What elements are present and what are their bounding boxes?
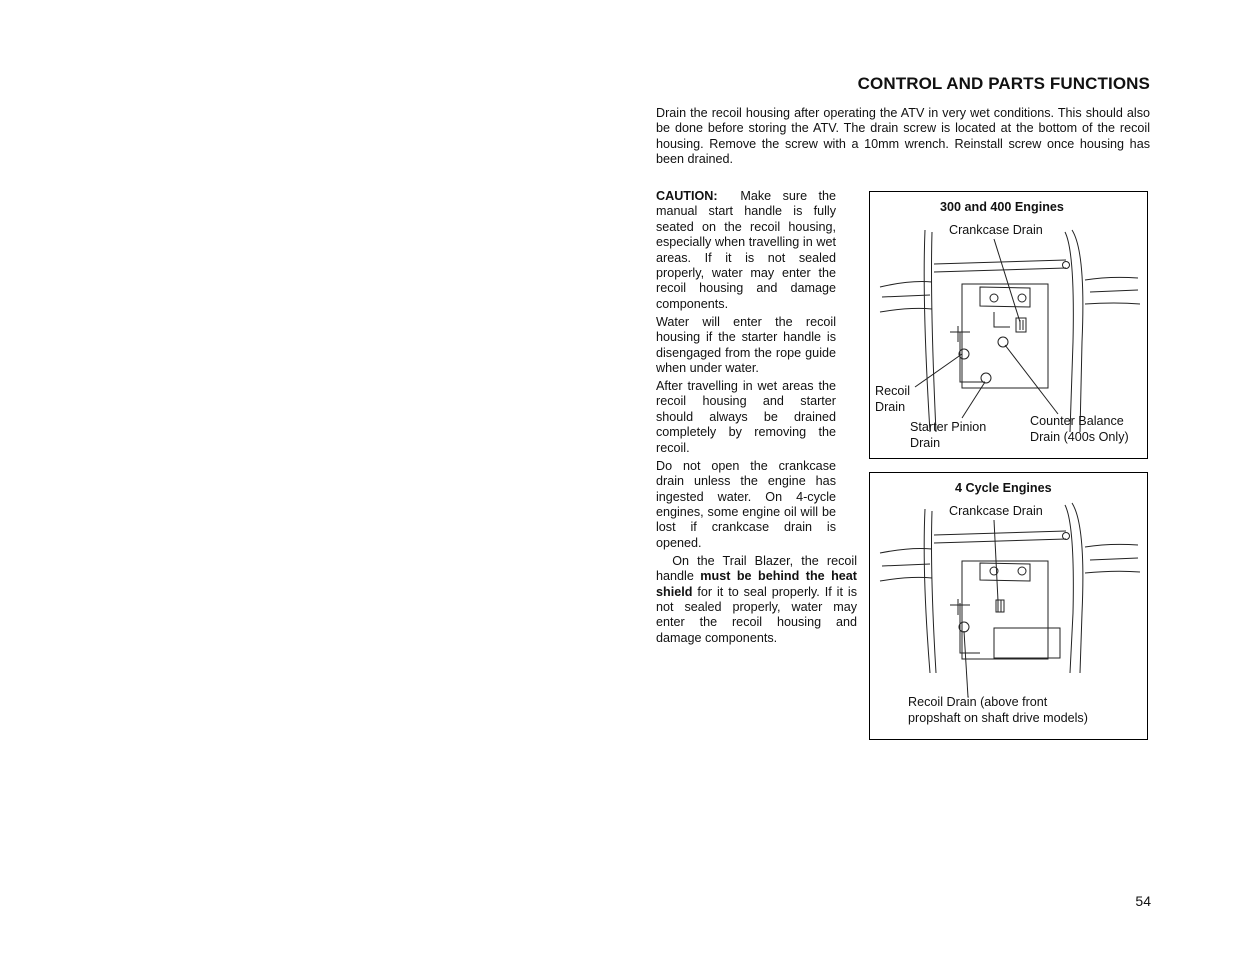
counter-label-line2: Drain (400s Only) (1030, 429, 1129, 444)
counter-label-line1: Counter Balance (1030, 414, 1124, 428)
page-number: 54 (1135, 893, 1151, 909)
frame-line (1090, 290, 1138, 292)
recoil-housing (960, 603, 980, 653)
bolt (990, 294, 998, 302)
counter-leader (1005, 345, 1058, 414)
trail-blazer-paragraph (656, 554, 857, 646)
recoil-leader (964, 631, 968, 697)
plug-lines (998, 600, 1001, 612)
caution-label: CAUTION: (656, 189, 718, 203)
crankcase-drain-label: Crankcase Drain (949, 504, 1043, 518)
pinion-drain-plug (981, 373, 991, 383)
figure-bottom-caption: 4 Cycle Engines (955, 481, 1052, 495)
frame-tube-left (924, 230, 930, 432)
frame-tube-left (932, 232, 937, 432)
engine-top-edge (934, 268, 1066, 272)
pipe (994, 312, 1010, 327)
engine-block-outline (962, 561, 1048, 659)
frame-bolt (1063, 533, 1070, 540)
crankcase-drain-label: Crankcase Drain (949, 223, 1043, 237)
bracket (980, 287, 1030, 307)
recoil-housing (960, 332, 985, 382)
after-paragraph: After travelling in wet areas the recoil housing and starter should always be drained completely by removing the recoil. (656, 379, 836, 455)
left-text-column (656, 189, 857, 649)
bolt (1018, 567, 1026, 575)
plug-lines (1020, 320, 1023, 330)
crankcase-drain-plug (1016, 318, 1026, 332)
frame-line (1085, 277, 1138, 280)
frame-tube-right (1065, 505, 1073, 673)
bracket (980, 563, 1030, 581)
crankcase-leader (994, 239, 1020, 322)
frame-line (1085, 571, 1140, 573)
caution-text: Make sure the manual start handle is fully seated on the recoil housing, especially when travelling in wet areas. If it is not sealed properly, water may enter the recoil housing and damage components. (656, 189, 836, 311)
intro-paragraph: Drain the recoil housing after operating the ATV in very wet conditions. This should also be done before storing the ATV. The drain screw is located at the bottom of the recoil housing. Remove the screw with a 10mm wrench. Reinstall screw once housing has been drained. (656, 106, 1150, 167)
water-paragraph: Water will enter the recoil housing if the starter handle is disengaged from the rope guide when under water. (656, 314, 836, 376)
trail-bold-text: must be behind the heat shield (656, 569, 857, 599)
figure-300-400-engines (869, 191, 1148, 459)
frame-line (1090, 558, 1138, 560)
recoil-leader (915, 354, 962, 387)
pinion-label-line1: Starter Pinion (910, 420, 987, 434)
frame-line (882, 295, 930, 297)
recoil-label-line2: Drain (875, 399, 906, 414)
trail-pre-text: On the Trail Blazer, the recoil handle (656, 553, 857, 584)
recoil-label-line2: propshaft on shaft drive models) (908, 710, 1088, 725)
engine-top-edge (934, 539, 1066, 543)
recoil-label-line1: Recoil (875, 384, 910, 398)
crankcase-paragraph: Do not open the crankcase drain unless the engine has ingested water. On 4-cycle engines, some engine oil will be lost if crankcase drain is opened. (656, 458, 836, 550)
counter-balance-drain-label (1030, 414, 1129, 445)
engine-top-edge (934, 531, 1066, 535)
bolt (1018, 294, 1026, 302)
frame-line (882, 564, 930, 566)
engine-block-outline (962, 284, 1048, 388)
pinion-label-line2: Drain (910, 435, 941, 450)
engine-top-edge (934, 260, 1066, 264)
starter-pinion-drain-label (910, 420, 986, 451)
caution-paragraph (656, 189, 836, 312)
frame-line (1085, 544, 1138, 547)
frame-line (1085, 303, 1140, 304)
counter-balance-drain (998, 337, 1008, 347)
trail-post-text: for it to seal properly. If it is not sealed properly, water may enter the recoil housing and damage components. (656, 584, 858, 645)
recoil-label-line1: Recoil Drain (above front (908, 695, 1048, 709)
recoil-drain-label (908, 695, 1088, 726)
crankcase-drain-plug (996, 600, 1004, 612)
figure-4-cycle-engines (869, 472, 1148, 740)
oil-filter-housing (994, 628, 1060, 658)
frame-bolt (1063, 262, 1070, 269)
recoil-drain-label (875, 384, 910, 415)
frame-tube-left (924, 509, 930, 673)
page-title: CONTROL AND PARTS FUNCTIONS (857, 74, 1150, 93)
figure-top-caption: 300 and 400 Engines (940, 200, 1064, 214)
pinion-leader (962, 382, 985, 418)
